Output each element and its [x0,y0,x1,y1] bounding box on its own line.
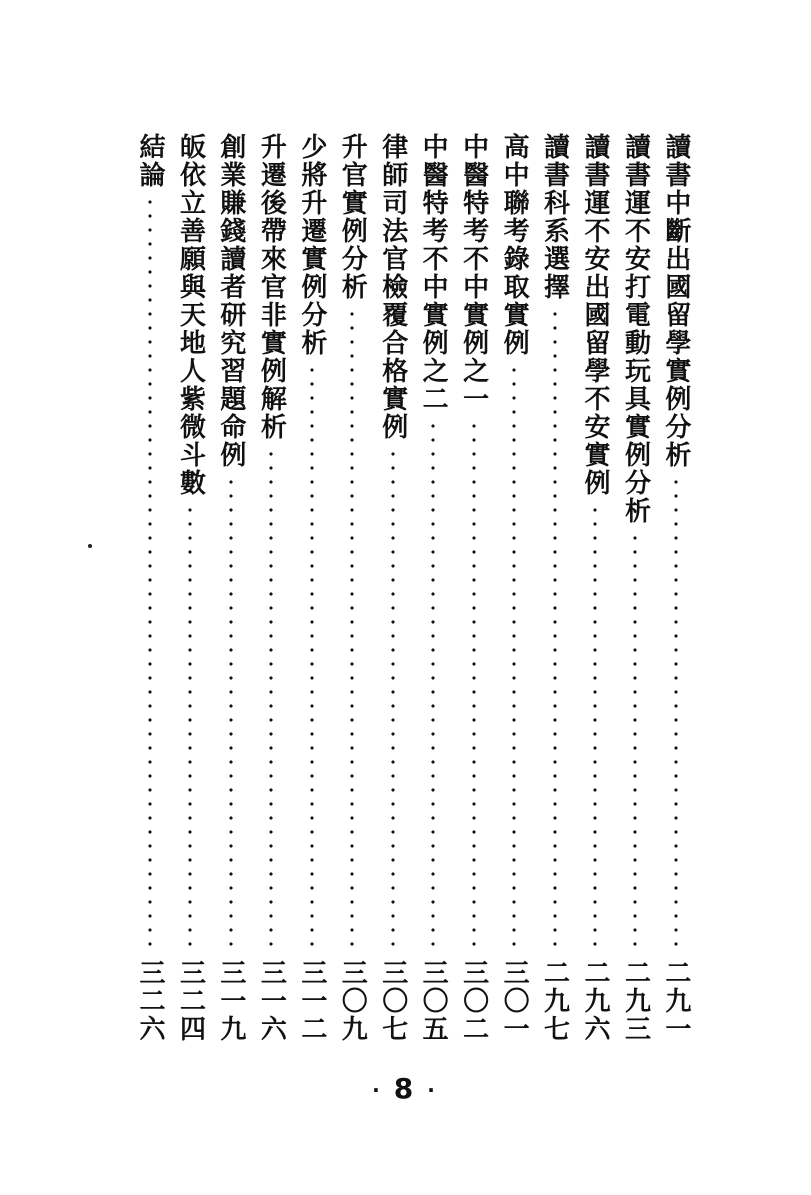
toc-entry-title: 少將升遷實例分析 [296,133,327,357]
footer-left-mark: · [372,1078,384,1102]
toc-entry-title: 讀書中斷出國留學實例分析 [660,133,691,469]
toc-entry-title: 中醫特考不中實例之一 [458,133,489,413]
dot-leader [188,503,192,951]
dot-leader [148,195,152,951]
toc-entry [578,133,612,1043]
toc-entry [335,133,369,1043]
page-footer [0,1072,811,1105]
dot-leader [472,419,476,951]
toc-entry [173,133,207,1043]
toc-entry-title: 升遷後帶來官非實例解析 [256,133,287,441]
dot-leader [229,475,233,951]
dot-leader [553,307,557,951]
toc-entry [416,133,450,1043]
dot-leader [674,475,678,951]
toc-entry-title: 升官實例分析 [337,133,368,301]
toc-entry-page: 三一六 [256,959,287,1043]
dot-leader [269,447,273,951]
toc-entry-page: 三一九 [215,959,246,1043]
toc-entry-title: 讀書運不安出國留學不安實例 [579,133,610,497]
toc-entry-title: 結論 [135,133,165,189]
dot-leader [512,363,516,951]
toc-entry-title: 皈依立善願與天地人紫微斗數 [175,133,206,497]
footer-right-mark: · [427,1078,439,1102]
dot-leader [391,447,395,951]
toc-entry-page: 二九三 [620,959,651,1043]
toc-entry-page: 二九六 [579,959,610,1043]
toc-entry-title: 高中聯考錄取實例 [499,133,530,357]
toc-entry-page: 三〇五 [418,959,449,1043]
dot-leader [310,363,314,951]
toc-entry [457,133,491,1043]
toc-entry [376,133,410,1043]
table-of-contents [133,133,693,1043]
toc-entry [133,133,167,1043]
toc-entry-title: 讀書科系選擇 [539,133,570,301]
toc-entry-title: 讀書運不安打電動玩具實例分析 [620,133,651,525]
toc-entry-page: 三〇九 [337,959,368,1043]
toc-entry-page: 三一二 [296,959,327,1043]
toc-entry-page: 三二六 [135,959,165,1043]
toc-entry-title: 律師司法官檢覆合格實例 [377,133,408,441]
toc-entry [618,133,652,1043]
page-number: 8 [393,1072,418,1105]
toc-entry-page: 三〇一 [499,959,530,1043]
toc-entry [538,133,572,1043]
dot-leader [593,503,597,951]
toc-entry-page: 三二四 [175,959,206,1043]
dot-leader [633,531,637,951]
toc-entry [659,133,693,1043]
toc-entry-title: 中醫特考不中實例之二 [418,133,449,413]
toc-entry-title: 創業賺錢讀者研究習題命例 [215,133,246,469]
toc-entry-page: 三〇二 [458,959,489,1043]
dot-leader [350,307,354,951]
toc-entry [497,133,531,1043]
dot-leader [431,419,435,951]
toc-entry [214,133,248,1043]
print-speck [88,544,92,548]
toc-entry-page: 二九一 [660,959,691,1043]
toc-entry-page: 三〇七 [377,959,408,1043]
toc-entry-page: 二九七 [539,959,570,1043]
toc-entry [254,133,288,1043]
toc-entry [295,133,329,1043]
